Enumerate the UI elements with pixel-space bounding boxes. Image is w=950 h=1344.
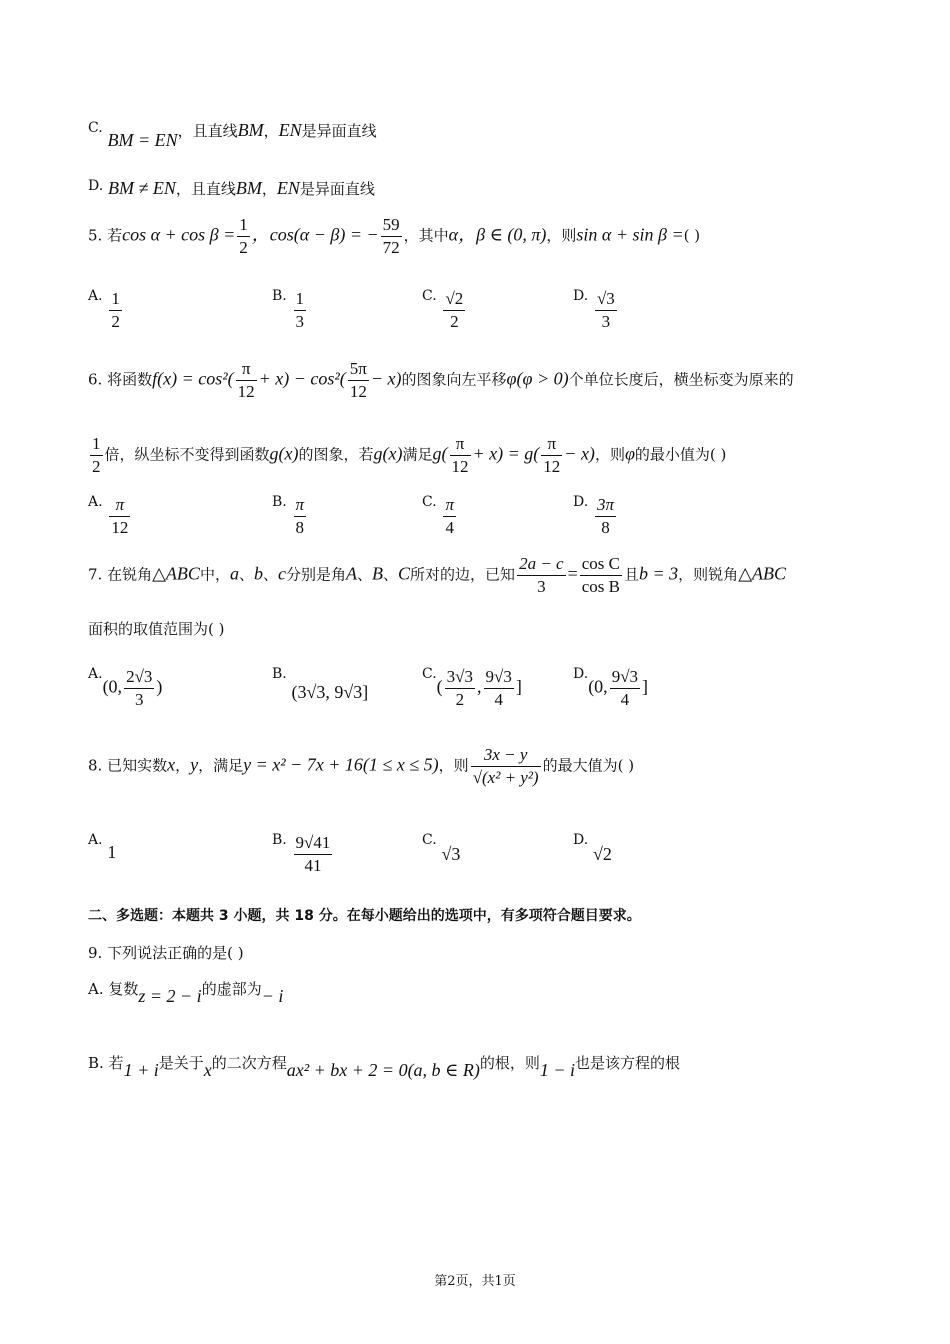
q5-option-c xyxy=(422,288,467,333)
q6-half-num: 1 xyxy=(90,433,103,456)
q4-option-d xyxy=(88,178,375,199)
q7-text2: 分别是角 xyxy=(285,565,346,584)
q8-text3: 的最大值为( ) xyxy=(542,756,635,775)
q5-expr2: ，cos(α − β) = − xyxy=(251,224,379,245)
q5-b-num: 1 xyxy=(294,288,307,311)
q6-frac2-num: 5π xyxy=(348,358,369,381)
q5-vars: α，β ∈ (0, π) xyxy=(448,224,547,245)
q9-b-text2: 是关于 xyxy=(158,1054,204,1072)
q6-cond-frac2-num: π xyxy=(541,433,562,456)
q7-sep1: 、 xyxy=(238,565,254,584)
q7-tri2: △ABC xyxy=(738,563,787,584)
q6-c-frac xyxy=(443,494,456,539)
q6-func: f(x) = cos²( xyxy=(152,368,234,389)
q6-stem-line2 xyxy=(88,433,726,478)
q7-num: 7. 在锐角 xyxy=(88,565,153,584)
q4-c-label: C. xyxy=(88,120,103,136)
q7-c-den: 2 xyxy=(455,690,465,709)
q5-blank: ( ) xyxy=(683,226,701,245)
q8-sep: ， xyxy=(175,756,191,775)
q6-cond3: − x) xyxy=(564,443,595,464)
q6-cond-frac2 xyxy=(541,433,562,478)
q7-a-open: (0, xyxy=(102,676,123,697)
q8-d-label: D. xyxy=(573,832,589,848)
q4-d-label: D. xyxy=(88,178,104,194)
q6-d-label: D. xyxy=(573,494,589,510)
q8-frac xyxy=(471,744,541,789)
q7-c-open: ( xyxy=(436,676,443,697)
q7-d-den: 4 xyxy=(620,690,630,709)
q4-d-bm: BM xyxy=(235,178,262,198)
q6-text2: 个单位长度后，横坐标变为原来的 xyxy=(568,370,794,389)
q8-b-den: 41 xyxy=(304,856,322,875)
q5-d-frac xyxy=(595,288,617,333)
q9-a-val: − i xyxy=(261,986,284,1006)
q5-frac1 xyxy=(237,214,250,259)
q6-c-den: 4 xyxy=(445,518,454,537)
q7-d-open: (0, xyxy=(588,676,608,697)
q8-stem xyxy=(88,744,634,789)
q8-a-label: A. xyxy=(88,832,103,848)
q7-B: B xyxy=(372,563,384,584)
q9-a-text2: 的虚部为 xyxy=(201,980,262,998)
q7-d-label: D. xyxy=(573,666,589,682)
q8-option-d xyxy=(573,832,612,864)
q6-option-c xyxy=(422,494,458,539)
q8-y: y xyxy=(190,754,199,775)
q5-expr3: sin α + sin β = xyxy=(576,224,684,245)
q7-c-close: ] xyxy=(515,676,522,697)
q7-frac1-den: 3 xyxy=(537,577,546,596)
q5-option-b xyxy=(272,288,308,333)
q8-option-b xyxy=(272,832,334,877)
q9-option-b xyxy=(88,1052,681,1080)
q5-b-label: B. xyxy=(272,288,287,304)
q7-d-num: 9√3 xyxy=(610,666,640,689)
q7-bval: b = 3 xyxy=(639,563,679,584)
q8-text1: ，满足 xyxy=(198,756,244,775)
q5-a-frac xyxy=(109,288,122,333)
q6-text7: 的最小值为( ) xyxy=(634,445,727,464)
q9-b-eq: ax² + bx + 2 = 0(a, b ∈ R) xyxy=(286,1060,480,1080)
q7-C: C xyxy=(398,563,411,584)
q7-sep2: 、 xyxy=(262,565,278,584)
q7-c-den2: 4 xyxy=(494,690,503,709)
q7-a-close: ) xyxy=(156,676,163,697)
q7-text3: 所对的边，已知 xyxy=(410,565,516,584)
q9-b-text3: 的二次方程 xyxy=(211,1054,287,1072)
q6-frac1 xyxy=(236,358,257,403)
q5-text1: ，其中 xyxy=(403,226,449,245)
q7-c: c xyxy=(277,563,286,584)
q6-num: 6. 将函数 xyxy=(88,370,153,389)
q6-text4: 的图象，若 xyxy=(298,445,374,464)
q9-b-x: x xyxy=(203,1060,212,1080)
q6-d-frac xyxy=(595,494,616,539)
q6-mid: + x) − cos²( xyxy=(258,368,346,389)
q5-expr1: cos α + cos β = xyxy=(122,224,236,245)
q6-a-label: A. xyxy=(88,494,103,510)
q7-c-num2: 9√3 xyxy=(484,666,514,689)
q7-b-label: B. xyxy=(272,666,287,682)
q6-b-num: π xyxy=(294,494,307,517)
q7-stem-line1 xyxy=(88,553,786,598)
q6-a-frac xyxy=(109,494,130,539)
q7-frac1 xyxy=(517,553,566,598)
q5-d-den: 3 xyxy=(601,312,611,331)
q7-option-b xyxy=(272,666,369,702)
q4-c-en: EN xyxy=(278,120,302,140)
q8-eq: y = x² − 7x + 16(1 ≤ x ≤ 5) xyxy=(243,754,439,775)
q6-text3: 倍，纵坐标不变得到函数 xyxy=(104,445,270,464)
q7-text1: 中， xyxy=(199,565,230,584)
q7-a-frac xyxy=(124,666,154,711)
q4-c-math: BM = EN xyxy=(107,130,178,150)
q8-b-frac xyxy=(294,832,333,877)
q8-num: 8. 已知实数 xyxy=(88,756,168,775)
q9-option-a xyxy=(88,978,284,1006)
q6-d-den: 8 xyxy=(601,518,610,537)
q6-frac2 xyxy=(348,358,369,403)
q9-b-root: 1 + i xyxy=(123,1060,159,1080)
q9-b-root2: 1 − i xyxy=(539,1060,576,1080)
q7-b: b xyxy=(253,563,263,584)
q5-d-label: D. xyxy=(573,288,589,304)
q5-a-den: 2 xyxy=(111,312,120,331)
q6-frac2-den: 12 xyxy=(349,382,367,401)
q9-a-text1: A. 复数 xyxy=(88,980,139,998)
q6-frac1-den: 12 xyxy=(237,382,255,401)
q6-g2: g(x) xyxy=(373,443,403,464)
q5-num: 5. 若 xyxy=(88,226,123,245)
q8-frac-num: 3x − y xyxy=(471,744,541,767)
q6-cond-frac1 xyxy=(450,433,471,478)
q6-cond-frac1-num: π xyxy=(450,433,471,456)
q6-half-den: 2 xyxy=(92,457,101,476)
q5-stem xyxy=(88,214,700,259)
q7-text4: 且 xyxy=(624,565,640,584)
q7-c-label: C. xyxy=(422,666,437,682)
q4-option-c xyxy=(88,120,377,150)
q7-frac2-num: cos C xyxy=(580,553,622,576)
q7-A: A xyxy=(346,563,357,584)
q6-a-num: π xyxy=(109,494,130,517)
q5-a-num: 1 xyxy=(109,288,122,311)
q7-d-close: ] xyxy=(642,676,649,697)
q6-g: g(x) xyxy=(269,443,299,464)
q6-b-label: B. xyxy=(272,494,287,510)
q7-tri: △ABC xyxy=(152,563,200,584)
q8-option-a xyxy=(88,832,117,862)
q9-a-z: z = 2 − i xyxy=(138,986,202,1006)
q7-text5: ，则锐角 xyxy=(678,565,739,584)
q8-x: x xyxy=(167,754,176,775)
q9-b-text5: 也是该方程的根 xyxy=(575,1054,681,1072)
q7-stem-line2: 面积的取值范围为( ) xyxy=(88,620,225,638)
q5-text2: ，则 xyxy=(546,226,577,245)
q5-frac2-num: 59 xyxy=(381,214,402,237)
q6-phi: φ xyxy=(624,443,635,464)
q6-option-d xyxy=(573,494,618,539)
q5-c-label: C. xyxy=(422,288,437,304)
q5-d-num: √3 xyxy=(595,288,617,311)
q7-c-mid: , xyxy=(477,676,482,697)
q6-text1: 的图象向左平移 xyxy=(401,370,507,389)
q7-c-frac1 xyxy=(445,666,475,711)
q4-d-text2: 是异面直线 xyxy=(299,180,375,198)
q7-c-frac2 xyxy=(484,666,514,711)
q7-a-label: A. xyxy=(88,666,103,682)
q5-frac2-den: 72 xyxy=(382,238,400,257)
q4-c-text2: 是异面直线 xyxy=(301,122,377,140)
q6-shift: φ(φ > 0) xyxy=(506,368,569,389)
q6-c-num: π xyxy=(443,494,456,517)
page-footer: 第2页，共1页 xyxy=(434,1274,516,1289)
q7-c-num: 3√3 xyxy=(445,666,475,689)
q5-frac1-den: 2 xyxy=(239,238,248,257)
q7-sep3: 、 xyxy=(357,565,373,584)
q5-c-num: √2 xyxy=(443,288,465,311)
q6-option-b xyxy=(272,494,308,539)
q7-a: a xyxy=(229,563,239,584)
q7-frac2 xyxy=(580,553,622,598)
section-heading: 二、多选题：本题共 3 小题，共 18 分。在每小题给出的选项中，有多项符合题目要求。 xyxy=(88,908,641,924)
q8-option-c xyxy=(422,832,461,864)
q6-b-frac xyxy=(294,494,307,539)
q6-cond-frac2-den: 12 xyxy=(543,457,561,476)
q7-sep4: 、 xyxy=(383,565,399,584)
q9-b-text4: 的根，则 xyxy=(479,1054,540,1072)
q6-d-num: 3π xyxy=(595,494,616,517)
q5-c-den: 2 xyxy=(450,312,459,331)
q6-c-label: C. xyxy=(422,494,437,510)
q7-option-d xyxy=(573,666,648,711)
q5-c-frac xyxy=(443,288,465,333)
q6-text5: 满足 xyxy=(402,445,433,464)
q6-a-den: 12 xyxy=(111,518,129,537)
q4-d-en: EN xyxy=(276,178,300,198)
q7-frac2-den: cos B xyxy=(581,577,620,596)
q4-c-text1: ，且直线 xyxy=(177,122,238,140)
q7-eq: = xyxy=(567,563,578,584)
q7-d-frac xyxy=(610,666,640,711)
q5-option-d xyxy=(573,288,619,333)
q6-tail: − x) xyxy=(370,368,402,389)
q8-frac-den: √(x² + y²) xyxy=(472,768,539,787)
q4-c-sep: ， xyxy=(263,122,279,140)
q5-frac1-num: 1 xyxy=(237,214,250,237)
q7-option-c xyxy=(422,666,522,711)
q7-a-den: 3 xyxy=(134,690,144,709)
q8-d-val: √2 xyxy=(592,844,612,864)
q6-frac1-num: π xyxy=(236,358,257,381)
q7-frac1-num: 2a − c xyxy=(517,553,566,576)
q6-cond-frac1-den: 12 xyxy=(451,457,469,476)
q6-b-den: 8 xyxy=(295,518,305,537)
q6-cond1: g( xyxy=(432,443,448,464)
q4-c-bm: BM xyxy=(237,120,264,140)
q7-option-a xyxy=(88,666,162,711)
q5-a-label: A. xyxy=(88,288,103,304)
q6-option-a xyxy=(88,494,132,539)
q6-stem-line1 xyxy=(88,358,794,403)
q5-b-frac xyxy=(294,288,307,333)
q8-c-label: C. xyxy=(422,832,437,848)
q7-b-text: (3√3, 9√3] xyxy=(291,682,369,702)
q8-b-label: B. xyxy=(272,832,287,848)
q8-c-val: √3 xyxy=(441,844,461,864)
q6-half-frac xyxy=(90,433,103,478)
q6-cond2: + x) = g( xyxy=(472,443,540,464)
q7-a-num: 2√3 xyxy=(124,666,154,689)
q4-d-math: BM ≠ EN xyxy=(107,178,176,198)
q9-b-text1: B. 若 xyxy=(88,1054,124,1072)
q8-b-num: 9√41 xyxy=(294,832,333,855)
q6-text6: ，则 xyxy=(594,445,625,464)
q4-d-text1: ，且直线 xyxy=(175,180,236,198)
q8-a-val: 1 xyxy=(107,842,117,862)
q5-b-den: 3 xyxy=(295,312,305,331)
q5-option-a xyxy=(88,288,124,333)
q5-frac2 xyxy=(381,214,402,259)
q4-d-sep: ， xyxy=(261,180,277,198)
q9-stem: 9. 下列说法正确的是( ) xyxy=(88,944,244,962)
q8-text2: ，则 xyxy=(438,756,469,775)
